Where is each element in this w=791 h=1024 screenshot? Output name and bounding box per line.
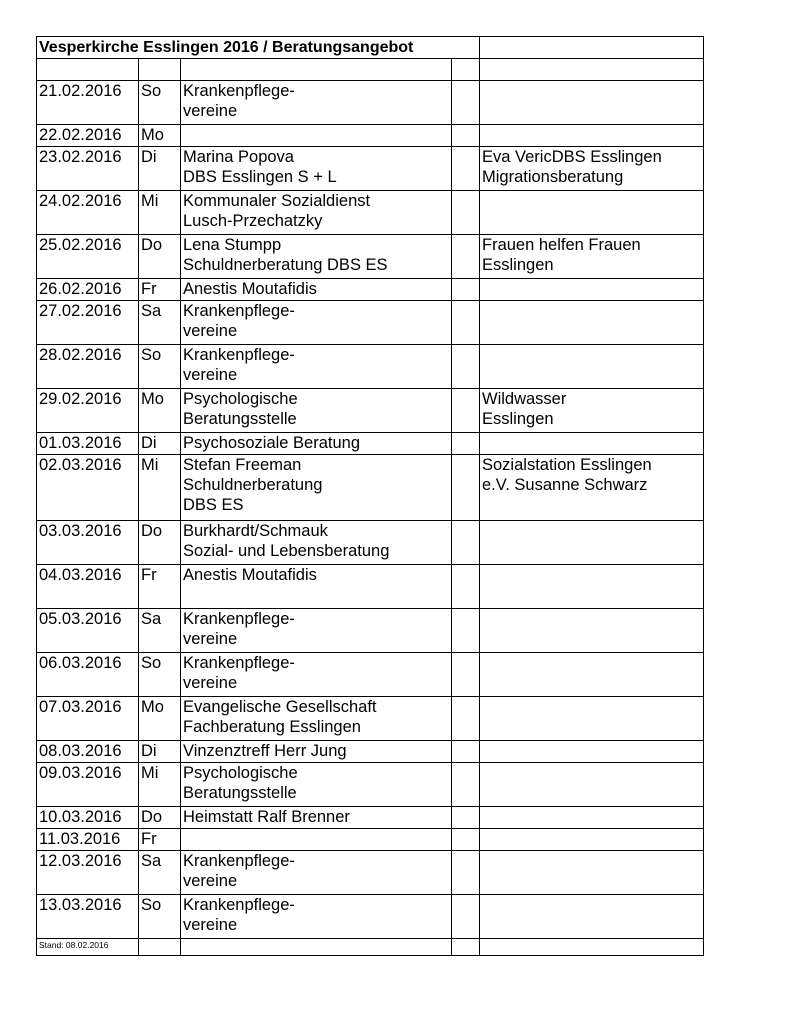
document-title: Vesperkirche Esslingen 2016 / Beratungsangebot	[37, 37, 480, 59]
table-row	[37, 279, 704, 301]
date-cell: 24.02.2016	[37, 191, 139, 235]
partner-cell	[480, 763, 704, 807]
schedule-rows	[37, 81, 704, 939]
partner-cell	[480, 301, 704, 345]
empty-cell	[452, 345, 480, 389]
empty-cell	[452, 389, 480, 433]
table-row	[37, 345, 704, 389]
table-row	[37, 521, 704, 565]
partner-cell	[480, 279, 704, 301]
provider-cell: Burkhardt/Schmauk Sozial- und Lebensberatung	[181, 521, 452, 565]
partner-cell	[480, 521, 704, 565]
provider-cell: Evangelische Gesellschaft Fachberatung Esslingen	[181, 697, 452, 741]
weekday-cell: Sa	[139, 851, 181, 895]
table-row	[37, 125, 704, 147]
provider-cell: Kommunaler Sozialdienst Lusch-Przechatzky	[181, 191, 452, 235]
empty-cell	[452, 59, 480, 81]
weekday-cell: Mo	[139, 125, 181, 147]
table-row	[37, 807, 704, 829]
provider-cell: Vinzenztreff Herr Jung	[181, 741, 452, 763]
weekday-cell: Di	[139, 147, 181, 191]
weekday-cell: Mi	[139, 455, 181, 521]
empty-cell	[452, 851, 480, 895]
weekday-cell: Mi	[139, 191, 181, 235]
empty-cell	[452, 609, 480, 653]
footer-body	[37, 939, 704, 956]
provider-cell: Psychologische Beratungsstelle	[181, 763, 452, 807]
empty-cell	[452, 521, 480, 565]
empty-cell	[480, 59, 704, 81]
empty-cell	[37, 59, 139, 81]
weekday-cell: So	[139, 345, 181, 389]
provider-cell: Krankenpflege- vereine	[181, 301, 452, 345]
table-row	[37, 653, 704, 697]
weekday-cell: Sa	[139, 301, 181, 345]
provider-cell: Anestis Moutafidis	[181, 565, 452, 609]
stand-date: Stand: 08.02.2016	[37, 939, 139, 956]
provider-cell: Krankenpflege- vereine	[181, 851, 452, 895]
table-row	[37, 433, 704, 455]
date-cell: 01.03.2016	[37, 433, 139, 455]
empty-cell	[452, 125, 480, 147]
empty-cell	[181, 939, 452, 956]
date-cell: 26.02.2016	[37, 279, 139, 301]
stand-row	[37, 939, 704, 956]
partner-cell	[480, 895, 704, 939]
empty-cell	[452, 235, 480, 279]
partner-cell	[480, 807, 704, 829]
weekday-cell: So	[139, 895, 181, 939]
date-cell: 21.02.2016	[37, 81, 139, 125]
spacer-row	[37, 59, 704, 81]
provider-cell: Krankenpflege- vereine	[181, 345, 452, 389]
provider-cell: Heimstatt Ralf Brenner	[181, 807, 452, 829]
weekday-cell: Do	[139, 521, 181, 565]
weekday-cell: So	[139, 81, 181, 125]
table-row	[37, 741, 704, 763]
date-cell: 08.03.2016	[37, 741, 139, 763]
partner-cell	[480, 565, 704, 609]
partner-cell	[480, 851, 704, 895]
empty-cell	[452, 147, 480, 191]
empty-cell	[452, 807, 480, 829]
partner-cell	[480, 653, 704, 697]
provider-cell: Stefan Freeman Schuldnerberatung DBS ES	[181, 455, 452, 521]
empty-cell	[452, 741, 480, 763]
provider-cell: Krankenpflege- vereine	[181, 609, 452, 653]
table-row	[37, 147, 704, 191]
empty-cell	[452, 279, 480, 301]
schedule-body	[37, 37, 704, 81]
empty-cell	[452, 565, 480, 609]
table-row	[37, 697, 704, 741]
empty-cell	[452, 697, 480, 741]
empty-cell	[480, 37, 704, 59]
provider-cell: Krankenpflege- vereine	[181, 81, 452, 125]
date-cell: 29.02.2016	[37, 389, 139, 433]
partner-cell: Frauen helfen Frauen Esslingen	[480, 235, 704, 279]
partner-cell	[480, 433, 704, 455]
provider-cell	[181, 829, 452, 851]
empty-cell	[480, 939, 704, 956]
table-row	[37, 389, 704, 433]
date-cell: 23.02.2016	[37, 147, 139, 191]
empty-cell	[452, 81, 480, 125]
date-cell: 25.02.2016	[37, 235, 139, 279]
empty-cell	[139, 939, 181, 956]
partner-cell: Eva VericDBS Esslingen Migrationsberatung	[480, 147, 704, 191]
empty-cell	[452, 895, 480, 939]
partner-cell: Wildwasser Esslingen	[480, 389, 704, 433]
schedule-table	[36, 36, 704, 956]
provider-cell: Anestis Moutafidis	[181, 279, 452, 301]
weekday-cell: Mo	[139, 697, 181, 741]
provider-cell: Krankenpflege- vereine	[181, 895, 452, 939]
weekday-cell: Fr	[139, 829, 181, 851]
provider-cell: Marina Popova DBS Esslingen S + L	[181, 147, 452, 191]
weekday-cell: Sa	[139, 609, 181, 653]
date-cell: 09.03.2016	[37, 763, 139, 807]
date-cell: 27.02.2016	[37, 301, 139, 345]
date-cell: 10.03.2016	[37, 807, 139, 829]
empty-cell	[452, 763, 480, 807]
weekday-cell: Di	[139, 433, 181, 455]
weekday-cell: So	[139, 653, 181, 697]
provider-cell	[181, 125, 452, 147]
date-cell: 12.03.2016	[37, 851, 139, 895]
date-cell: 04.03.2016	[37, 565, 139, 609]
partner-cell	[480, 697, 704, 741]
date-cell: 13.03.2016	[37, 895, 139, 939]
partner-cell	[480, 829, 704, 851]
date-cell: 22.02.2016	[37, 125, 139, 147]
empty-cell	[452, 433, 480, 455]
partner-cell	[480, 191, 704, 235]
provider-cell: Psychosoziale Beratung	[181, 433, 452, 455]
table-row	[37, 763, 704, 807]
date-cell: 05.03.2016	[37, 609, 139, 653]
empty-cell	[139, 59, 181, 81]
table-row	[37, 829, 704, 851]
table-row	[37, 851, 704, 895]
table-row	[37, 609, 704, 653]
weekday-cell: Fr	[139, 565, 181, 609]
date-cell: 28.02.2016	[37, 345, 139, 389]
table-row	[37, 895, 704, 939]
empty-cell	[452, 829, 480, 851]
empty-cell	[452, 455, 480, 521]
table-row	[37, 81, 704, 125]
date-cell: 03.03.2016	[37, 521, 139, 565]
empty-cell	[181, 59, 452, 81]
empty-cell	[452, 301, 480, 345]
provider-cell: Krankenpflege- vereine	[181, 653, 452, 697]
weekday-cell: Do	[139, 235, 181, 279]
table-row	[37, 455, 704, 521]
table-row	[37, 301, 704, 345]
weekday-cell: Mo	[139, 389, 181, 433]
table-row	[37, 191, 704, 235]
weekday-cell: Do	[139, 807, 181, 829]
empty-cell	[452, 191, 480, 235]
title-row	[37, 37, 704, 59]
partner-cell	[480, 741, 704, 763]
partner-cell	[480, 609, 704, 653]
date-cell: 11.03.2016	[37, 829, 139, 851]
weekday-cell: Fr	[139, 279, 181, 301]
date-cell: 06.03.2016	[37, 653, 139, 697]
partner-cell	[480, 345, 704, 389]
empty-cell	[452, 939, 480, 956]
partner-cell	[480, 125, 704, 147]
table-row	[37, 235, 704, 279]
partner-cell	[480, 81, 704, 125]
empty-cell	[452, 653, 480, 697]
table-row	[37, 565, 704, 609]
date-cell: 07.03.2016	[37, 697, 139, 741]
provider-cell: Psychologische Beratungsstelle	[181, 389, 452, 433]
partner-cell: Sozialstation Esslingen e.V. Susanne Schwarz	[480, 455, 704, 521]
provider-cell: Lena Stumpp Schuldnerberatung DBS ES	[181, 235, 452, 279]
weekday-cell: Mi	[139, 763, 181, 807]
date-cell: 02.03.2016	[37, 455, 139, 521]
weekday-cell: Di	[139, 741, 181, 763]
